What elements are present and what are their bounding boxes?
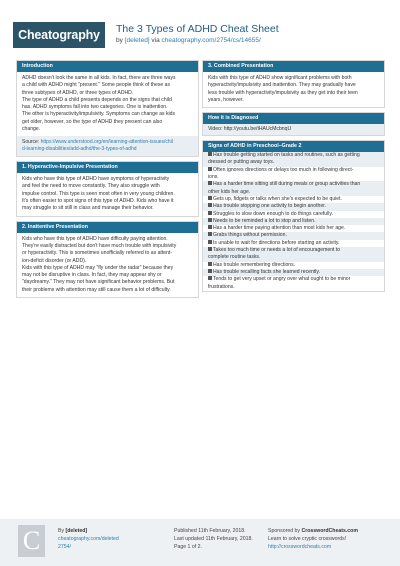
footer-author-url[interactable]: cheatography.com/deleted	[58, 536, 119, 542]
signs-list	[203, 152, 384, 291]
sign-text: Has trouble getting started on tasks and routines, such as getting	[213, 152, 360, 159]
text-line: less trouble with hyperactivity/impulsivity as they get into their teen	[208, 89, 358, 96]
text-line: a child with ADHD might "present." Some people think of these as	[22, 82, 171, 89]
text-line: Kids with this type of ADHD may "fly under the radar" because they	[22, 264, 174, 271]
text-line: has. ADHD symptoms fall into two categories. One is inattention.	[22, 104, 168, 111]
bullet-square-icon	[208, 196, 212, 200]
source-label: Source:	[22, 139, 41, 146]
text-line: get older, however, so the type of ADHD they present can also	[22, 118, 163, 125]
bullet-square-icon	[208, 211, 212, 215]
bullet-square-icon	[208, 269, 212, 273]
text-line: hyperactivity/impulsivity and inattention. They may gradually have	[208, 82, 356, 89]
text-line: The other is hyperactivity/impulsivity. Symptoms can change as kids	[22, 111, 176, 118]
sign-text: Takes too much time or needs a lot of encouragement to	[213, 247, 341, 254]
introduction-box	[16, 60, 199, 157]
text-line: It's often easier to spot signs of this type of ADHD. Kids who have it	[22, 198, 174, 205]
sign-item	[203, 240, 384, 247]
right-column	[202, 60, 385, 296]
sign-text: Has trouble recalling facts she learned recently.	[213, 268, 320, 275]
signs-heading: Signs of ADHD in Preschool–Grade 2	[203, 141, 384, 152]
sign-text: Has a harder time paying attention than most kids her age.	[213, 225, 346, 232]
text-line: three subtypes of ADHD, or three types of ADHD.	[22, 89, 134, 96]
sign-item	[203, 269, 384, 276]
footer-by-label: By	[58, 528, 66, 534]
signs-box	[202, 140, 385, 292]
cheatography-logo[interactable]: Cheatography	[13, 22, 105, 48]
text-line: or hyperactivity. This is sometimes unofficially referred to as attent-	[22, 250, 173, 257]
page-number: Page 1 of 2.	[174, 544, 202, 550]
sign-item	[203, 262, 384, 269]
inattentive-box	[16, 221, 199, 298]
bullet-square-icon	[208, 203, 212, 207]
byline	[116, 37, 261, 44]
text-line: Kids who have this type of ADHD have symptoms of hyperactivity	[22, 176, 170, 183]
text-line: Kids who have this type of ADHD have difficulty paying attention.	[22, 235, 168, 242]
sign-item	[203, 218, 384, 225]
bullet-square-icon	[208, 240, 212, 244]
introduction-text	[17, 72, 198, 136]
bullet-square-icon	[208, 276, 212, 280]
footer-dates	[174, 527, 253, 551]
bullet-square-icon	[208, 152, 212, 156]
diagnosed-box	[202, 112, 385, 136]
text-line: The type of ADHD a child presents depends on the signs that child	[22, 96, 172, 103]
sign-item	[203, 276, 384, 291]
sign-text: Grabs things without permission.	[213, 232, 287, 239]
updated-date: Last updated 11th February, 2018.	[174, 536, 253, 542]
combined-heading: 3. Combined Presentation	[203, 61, 384, 72]
footer	[0, 519, 400, 566]
bullet-square-icon	[208, 218, 212, 222]
footer-sponsor	[268, 527, 358, 551]
left-column	[16, 60, 199, 302]
text-line: may not be disruptive in class. In fact, they may appear shy or	[22, 272, 162, 279]
header	[0, 0, 400, 62]
cheatography-badge-icon: C	[18, 525, 45, 557]
footer-author	[58, 527, 119, 551]
sign-item	[203, 203, 384, 210]
text-line: "daydreamy." They may not have significant behavior problems. But	[22, 279, 175, 286]
video-link[interactable]: Video: http://youtu.be/tHAUcMcbnqU	[203, 124, 384, 135]
text-line: impulse control. This type is seen most often in very young children.	[22, 190, 175, 197]
text-line: ion-deficit disorder (or ADD).	[22, 257, 87, 264]
published-date: Published 11th February, 2018.	[174, 528, 246, 534]
footer-author-name[interactable]: [deleted]	[65, 528, 88, 534]
text-line: years, however.	[208, 96, 244, 103]
sign-text: Has trouble remembering directions.	[213, 261, 296, 268]
sign-text: complete routine tasks.	[208, 254, 261, 261]
sign-text: dressed or putting away toys.	[208, 159, 275, 166]
bullet-square-icon	[208, 167, 212, 171]
sign-item	[203, 225, 384, 232]
combined-box	[202, 60, 385, 108]
page-title: The 3 Types of ADHD Cheat Sheet	[116, 23, 279, 35]
sign-item	[203, 211, 384, 218]
bullet-square-icon	[208, 247, 212, 251]
sign-text: frustrations.	[208, 283, 235, 290]
bullet-square-icon	[208, 225, 212, 229]
text-line: They're easily distracted but don't have much trouble with impulsivity	[22, 242, 177, 249]
byline-via: via	[149, 37, 162, 44]
sign-item	[203, 247, 384, 262]
sign-item	[203, 152, 384, 167]
source-link[interactable]: https://www.understood.org/en/learning-attention-issues/chil	[40, 139, 173, 146]
hyperactive-box	[16, 161, 199, 216]
source-note	[17, 136, 198, 156]
sponsor-name[interactable]: CrosswordCheats.com	[301, 528, 358, 534]
bullet-square-icon	[208, 232, 212, 236]
sheet-url-link[interactable]: cheatography.com/2754/cs/14655/	[161, 37, 261, 44]
text-line: change.	[22, 126, 41, 133]
sign-text: Tends to get very upset or angry over what ought to be minor	[213, 276, 351, 283]
text-line: ADHD doesn't look the same in all kids. In fact, there are three ways	[22, 75, 176, 81]
sign-item	[203, 167, 384, 182]
text-line: Kids with this type of ADHD show significant problems with both	[208, 75, 352, 81]
sign-text: Struggles to slow down enough to do things carefully.	[213, 210, 333, 217]
bullet-square-icon	[208, 181, 212, 185]
sign-text: ions.	[208, 174, 219, 181]
sign-text: Needs to be reminded a lot to stop and listen.	[213, 217, 316, 224]
sign-text: Gets up, fidgets or talks when she's expected to be quiet.	[213, 195, 342, 202]
sign-item	[203, 196, 384, 203]
text-line: and feel the need to move constantly. They also struggle with	[22, 183, 160, 190]
sign-text: other kids her age.	[208, 188, 251, 195]
footer-author-id[interactable]: 2754/	[58, 544, 71, 550]
text-line: may struggle to sit still in class and manage their behavior.	[22, 205, 154, 212]
sign-item	[203, 232, 384, 239]
source-link-cont[interactable]: d-learning-disabilities/add-adhd/the-3-types-of-adhd	[22, 146, 137, 153]
hyperactive-text	[17, 173, 198, 215]
introduction-heading: Introduction	[17, 61, 198, 72]
sign-text: Is unable to wait for directions before starting an activity.	[213, 239, 340, 246]
sign-text: Often ignores directions or delays too much in following direct-	[213, 166, 354, 173]
sign-item	[203, 181, 384, 196]
sponsor-label: Sponsored by	[268, 528, 302, 534]
bullet-square-icon	[208, 262, 212, 266]
sponsor-tagline: Learn to solve cryptic crosswords!	[268, 536, 347, 542]
combined-text	[203, 72, 384, 107]
byline-by: by	[116, 37, 125, 44]
sign-text: Has trouble stopping one activity to begin another.	[213, 203, 326, 210]
diagnosed-heading: How it is Diagnosed	[203, 113, 384, 124]
inattentive-text	[17, 233, 198, 297]
author-link[interactable]: [deleted]	[124, 37, 150, 44]
sponsor-url[interactable]: http://crosswordcheats.com	[268, 544, 332, 550]
sign-text: Has a harder time sitting still during meals or group activities than	[213, 181, 361, 188]
hyperactive-heading: 1. Hyperactive-Impulsive Presentation	[17, 162, 198, 173]
inattentive-heading: 2. Inattentive Presentation	[17, 222, 198, 233]
text-line: their problems with attention may still cause them a lot of difficulty.	[22, 286, 171, 293]
